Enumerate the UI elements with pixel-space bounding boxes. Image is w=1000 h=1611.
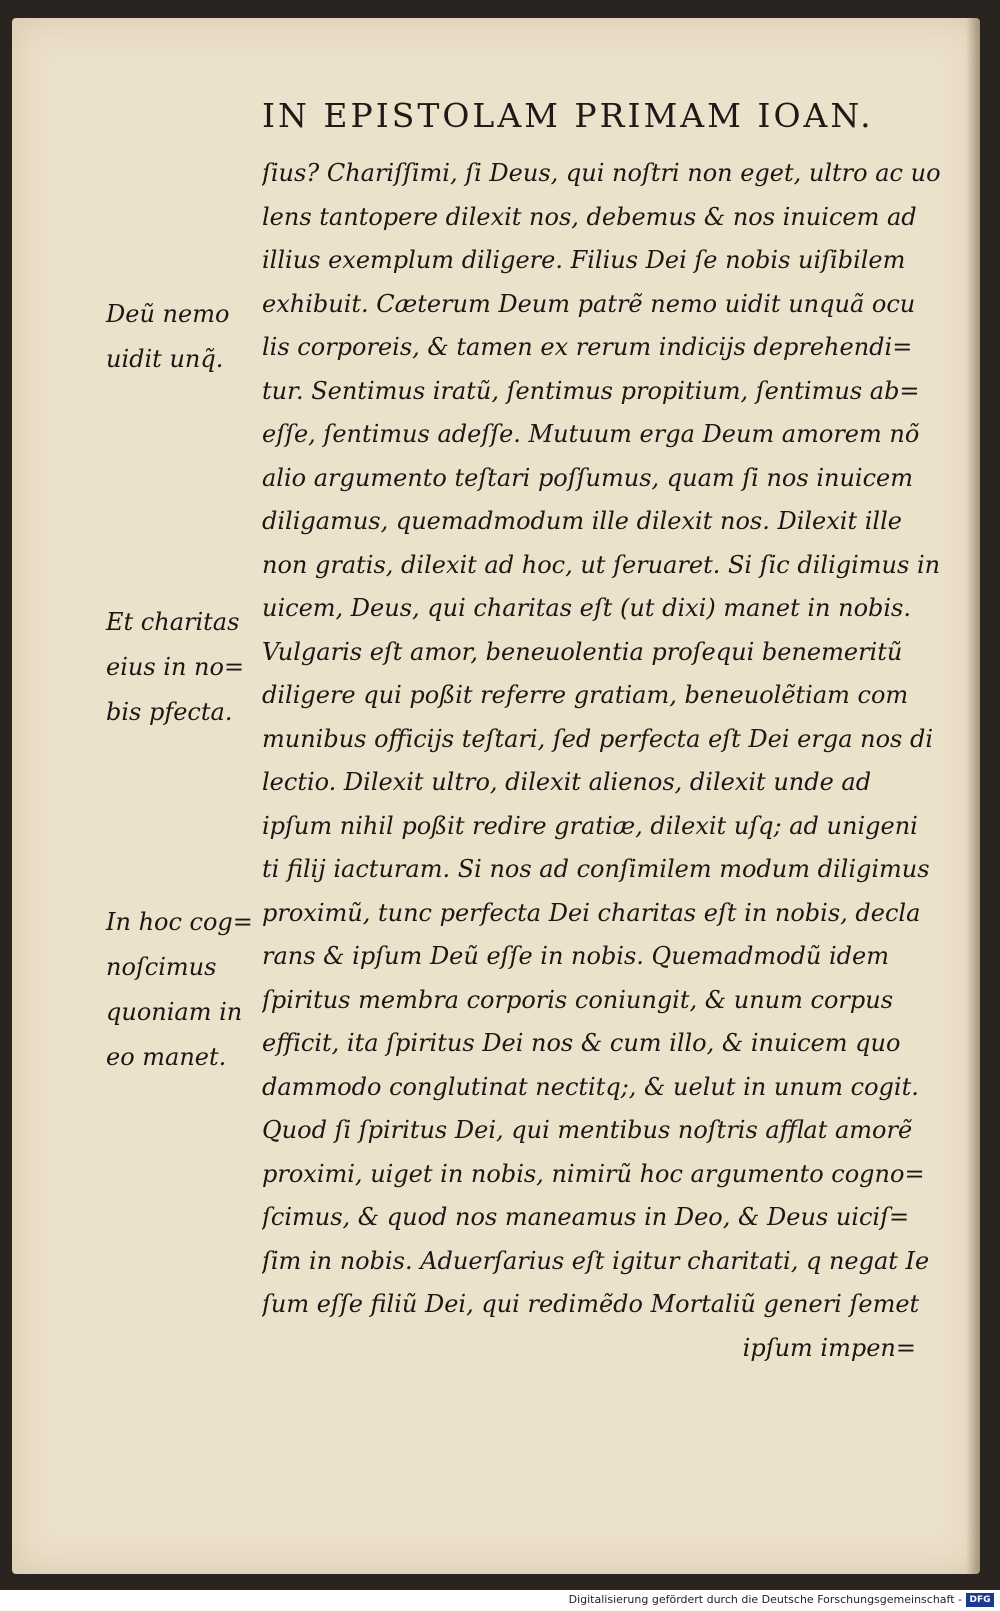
text-line: proximi, uiget in nobis, nimirũ hoc argumento cogno= (262, 1159, 925, 1188)
marginal-line: noſcimus (106, 953, 217, 981)
text-line: lis corporeis, & tamen ex rerum indicijs deprehendi= (262, 333, 913, 361)
text-line: ſpiritus membra corporis coniungit, & unum corpus (262, 985, 894, 1014)
text-line: illius exemplum diligere. Filius Dei ſe nobis uiſibilem (262, 246, 906, 274)
footer-bar (0, 1590, 1000, 1611)
text-line: efficit, ita ſpiritus Dei nos & cum illo, & inuicem quo (262, 1029, 901, 1057)
text-line: lectio. Dilexit ultro, dilexit alienos, dilexit unde ad (262, 768, 872, 796)
dfg-logo: DFG (966, 1593, 994, 1607)
marginal-note (106, 900, 256, 1080)
marginal-note (106, 292, 256, 382)
funding-credit: Digitalisierung gefördert durch die Deutsche Forschungsgemeinschaft - (568, 1593, 962, 1606)
text-line: diligere qui poßit referre gratiam, beneuolẽtiam com (262, 681, 909, 709)
text-line: alio argumento teſtari poſſumus, quam ſi nos inuicem (262, 463, 913, 492)
text-line: uicem, Deus, qui charitas eſt (ut dixi) manet in nobis. (262, 594, 911, 622)
text-line: Quod ſi ſpiritus Dei, qui mentibus noſtris afflat amorẽ (262, 1116, 913, 1144)
marginal-line: quoniam in (106, 998, 243, 1026)
marginal-line: eo manet. (106, 1043, 227, 1071)
text-line: exhibuit. Cæterum Deum patrẽ nemo uidit unquã ocu (262, 289, 916, 318)
marginal-line: In hoc cog= (106, 908, 253, 936)
marginal-line: Et charitas (106, 608, 240, 636)
text-line: tur. Sentimus iratũ, ſentimus propitium, ſentimus ab= (262, 376, 920, 405)
marginal-line: eius in no= (106, 653, 245, 681)
text-line: eſſe, ſentimus adeſſe. Mutuum erga Deum amorem nõ (262, 420, 920, 448)
text-line: dammodo conglutinat nectitq;, & uelut in unum cogit. (262, 1072, 919, 1101)
text-line: rans & ipſum Deũ eſſe in nobis. Quemadmodũ idem (262, 942, 889, 970)
text-line: ſius? Chariſſimi, ſi Deus, qui noſtri non eget, ultro ac uo (262, 159, 941, 187)
marginal-line: bis pfecta. (106, 698, 233, 726)
text-line: ſim in nobis. Aduerſarius eſt igitur charitati, q negat Ie (262, 1246, 930, 1275)
text-line: diligamus, quemadmodum ille dilexit nos. Dilexit ille (262, 507, 902, 535)
page-edge-shadow (966, 18, 980, 1574)
text-line: ti filij iacturam. Si nos ad conſimilem modum diligimus (262, 855, 930, 883)
text-line: lens tantopere dilexit nos, debemus & nos inuicem ad (262, 202, 917, 231)
catchword: ipſum impen= (742, 1333, 916, 1362)
running-head: IN EPISTOLAM PRIMAM IOAN. (262, 96, 874, 135)
text-line: ſcimus, & quod nos maneamus in Deo, & Deus uiciſ= (262, 1203, 910, 1231)
text-line: ipſum nihil poßit redire gratiæ, dilexit uſq; ad unigeni (262, 811, 918, 840)
body-text (262, 152, 942, 1370)
text-line: Vulgaris eſt amor, beneuolentia proſequi benemeritũ (262, 637, 903, 666)
text-line: munibus officijs teſtari, ſed perfecta eſt Dei erga nos di (262, 724, 934, 753)
marginal-line: uidit unq̃. (106, 345, 224, 373)
marginal-line: Deũ nemo (106, 300, 230, 328)
text-line: non gratis, dilexit ad hoc, ut ſeruaret. Si ſic diligimus in (262, 550, 941, 579)
text-line: ſum eſſe filiũ Dei, qui redimẽdo Mortaliũ generi ſemet (262, 1290, 920, 1318)
marginal-note (106, 600, 256, 735)
text-line: proximũ, tunc perfecta Dei charitas eſt in nobis, decla (262, 898, 921, 927)
